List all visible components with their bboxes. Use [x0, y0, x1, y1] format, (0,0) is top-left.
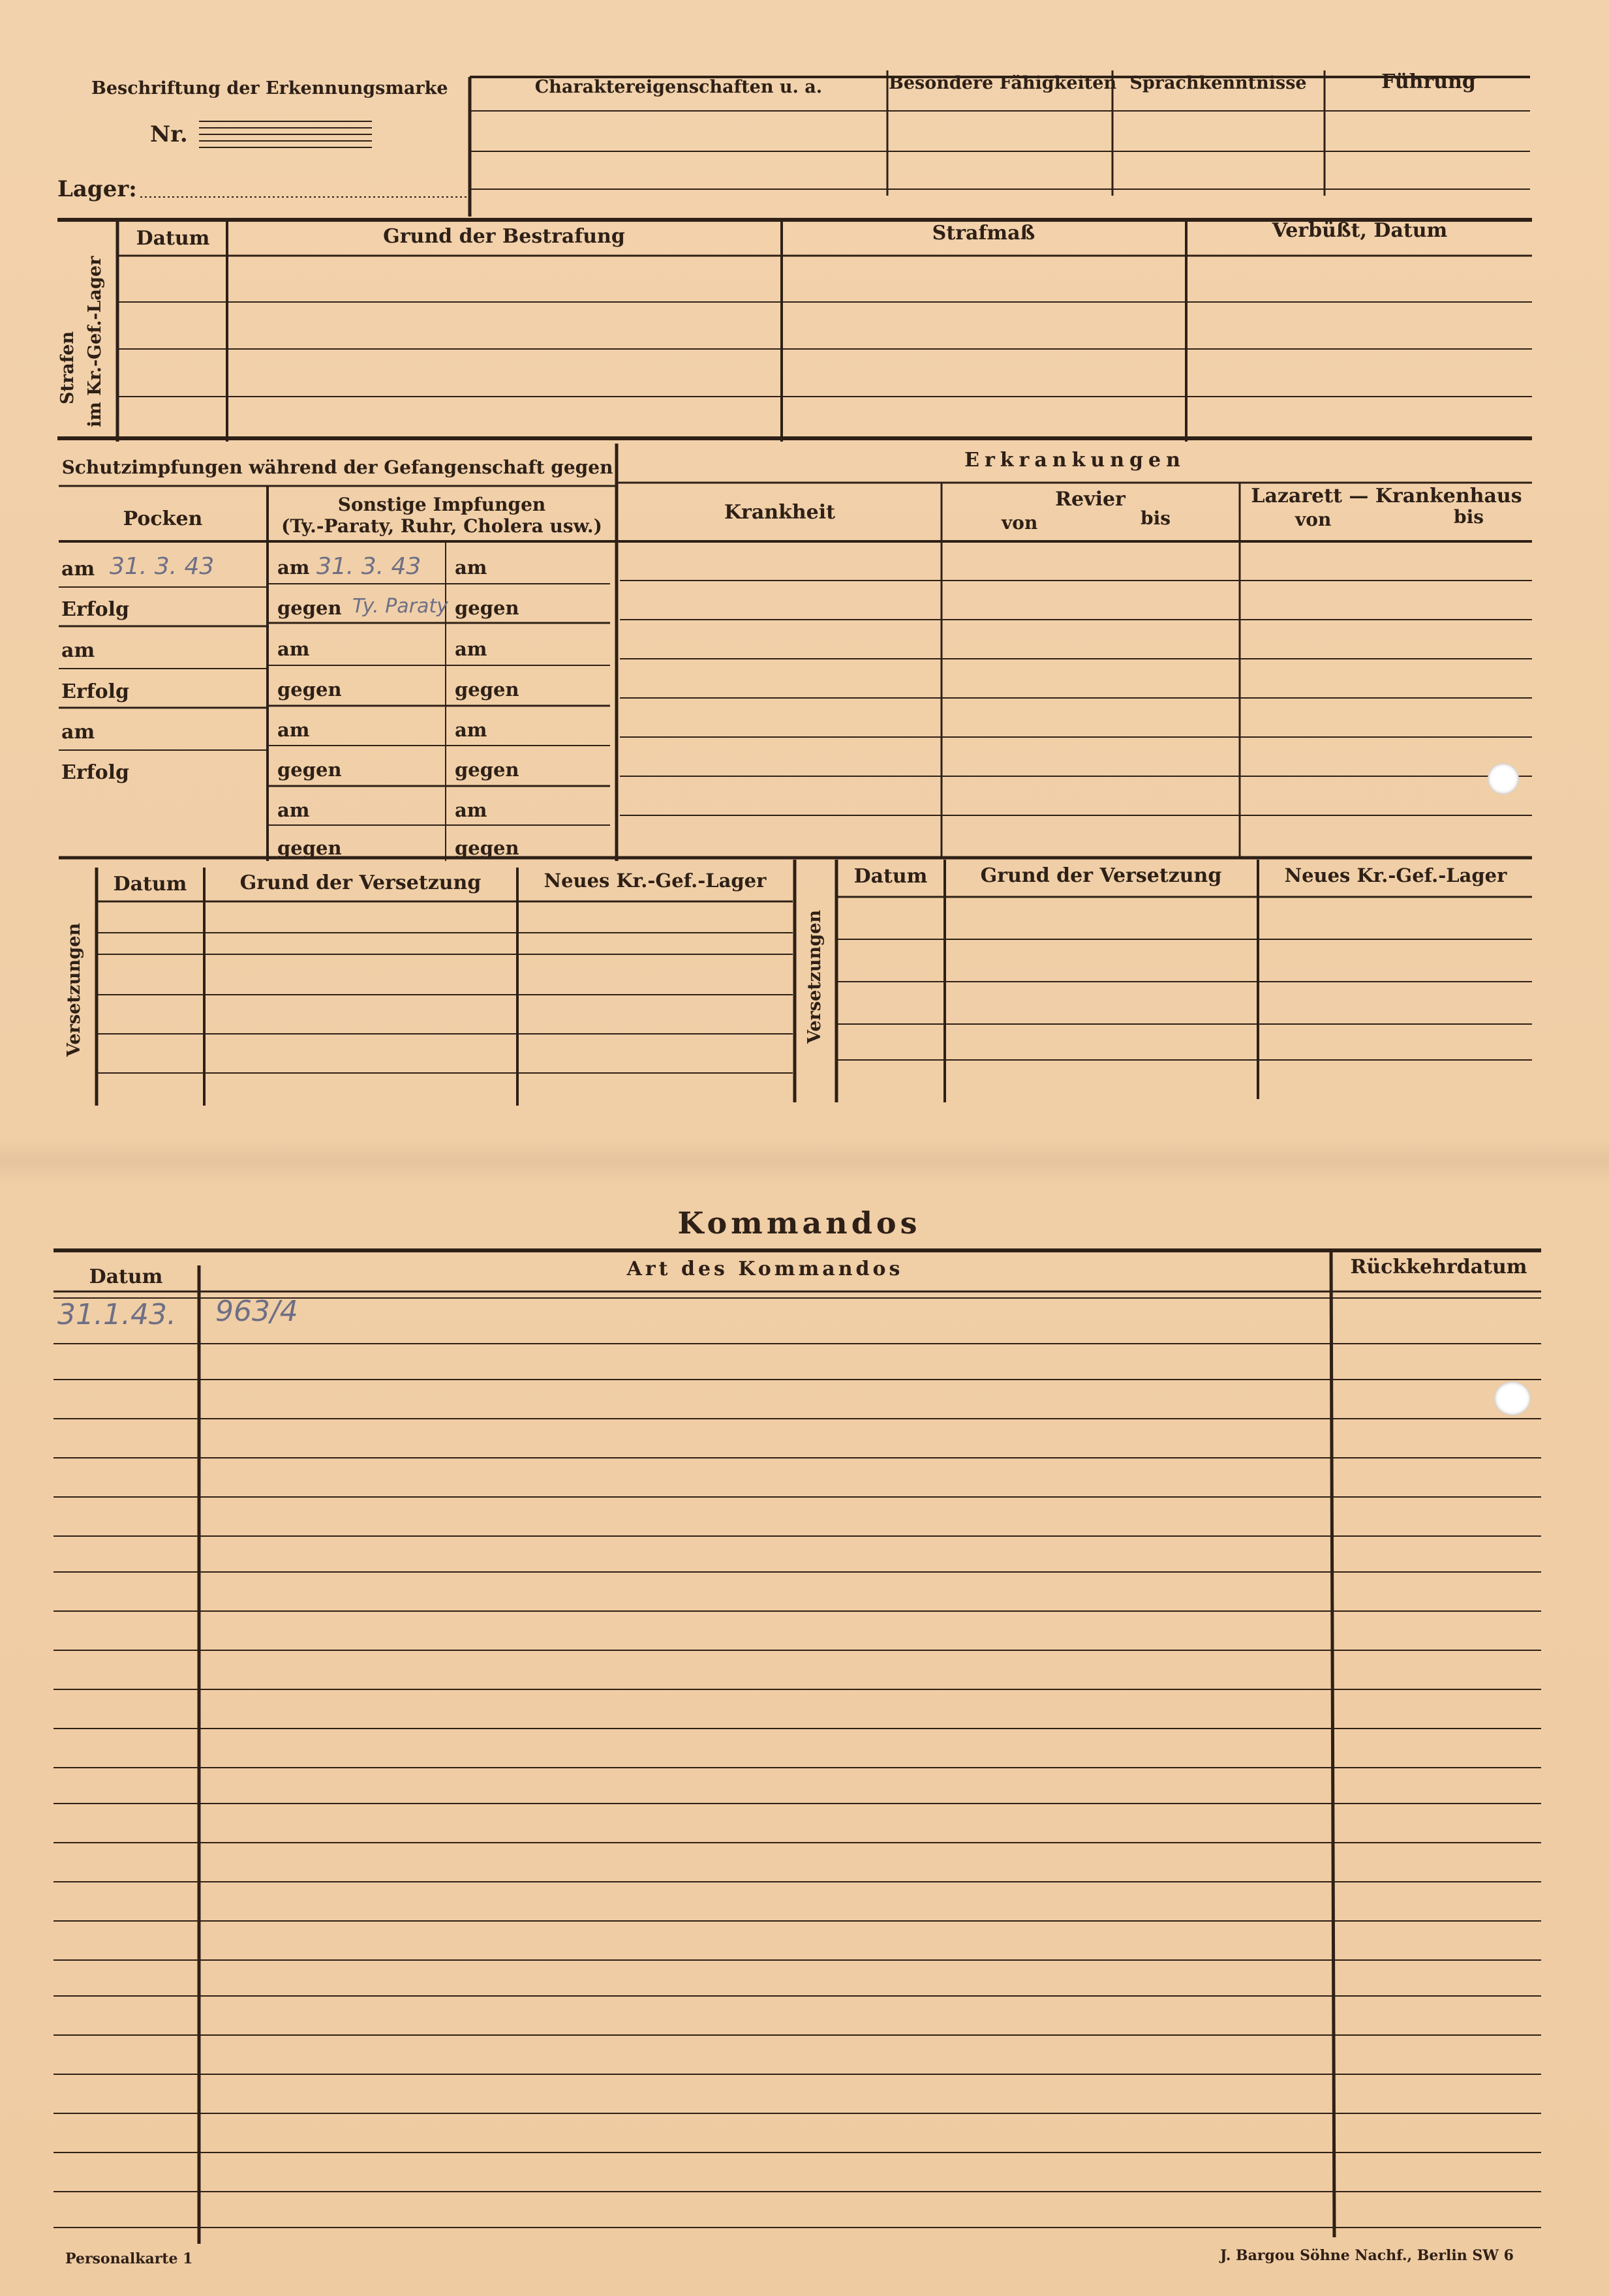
fuehrung-header: Führung	[1381, 70, 1476, 93]
charakter-header: Charaktereigenschaften u. a.	[534, 77, 823, 97]
krankheit-header: Krankheit	[724, 501, 836, 524]
faehigkeiten-header: Besondere Fähigkeiten	[889, 73, 1117, 93]
strafen-datum-header: Datum	[136, 227, 210, 250]
strafmass-header: Strafmaß	[932, 222, 1035, 245]
sonstige-gegen-4a: gegen	[277, 837, 342, 859]
sprachen-header: Sprachkenntnisse	[1129, 73, 1307, 93]
strafen-grund-header: Grund der Bestrafung	[383, 225, 625, 248]
handwritten-pocken-date: 31. 3. 43	[110, 553, 215, 580]
kommando-datum-header: Datum	[89, 1265, 163, 1288]
versetzung-grund-header-right: Grund der Versetzung	[980, 864, 1222, 887]
sonstige-am-3a: am	[277, 719, 310, 741]
verbuesst-header: Verbüßt, Datum	[1272, 219, 1448, 242]
versetzungen-side-label-left: Versetzungen	[64, 922, 84, 1057]
kommando-art-header: Art des Kommandos	[626, 1258, 904, 1280]
revier-bis: bis	[1141, 507, 1171, 529]
versetzung-datum-header-right: Datum	[853, 865, 928, 888]
pocken-erfolg-1: Erfolg	[61, 598, 129, 621]
pocken-erfolg-3: Erfolg	[61, 761, 129, 784]
pocken-am-3: am	[61, 721, 95, 744]
sonstige-gegen-4b: gegen	[455, 837, 519, 859]
handwritten-gegen: Ty. Paraty	[352, 595, 448, 618]
sonstige-gegen-2a: gegen	[277, 678, 342, 701]
sonstige-gegen-2b: gegen	[455, 678, 519, 701]
pocken-erfolg-2: Erfolg	[61, 680, 129, 703]
revier-header: Revier	[1055, 488, 1126, 511]
sonstige-am-1b: am	[455, 556, 487, 579]
lazarett-von: von	[1295, 509, 1332, 530]
versetzung-datum-header-left: Datum	[113, 873, 187, 896]
sonstige-gegen-1a: gegen	[277, 597, 342, 619]
sonstige-header-sub: (Ty.-Paraty, Ruhr, Cholera usw.)	[281, 515, 602, 537]
versetzung-neues-header-right: Neues Kr.-Gef.-Lager	[1284, 864, 1507, 886]
handwritten-kommando-datum: 31.1.43.	[57, 1298, 176, 1331]
erkennungsmarke-label: Beschriftung der Erkennungsmarke	[91, 78, 448, 98]
sonstige-am-3b: am	[455, 719, 487, 741]
pocken-am-2: am	[61, 639, 95, 662]
footer-printer: J. Bargou Söhne Nachf., Berlin SW 6	[1220, 2247, 1514, 2264]
sonstige-am-2a: am	[277, 638, 310, 660]
impfungen-title: Schutzimpfungen während der Gefangenschaft gegen	[61, 457, 613, 478]
sonstige-gegen-3a: gegen	[277, 759, 342, 781]
sonstige-gegen-3b: gegen	[455, 759, 519, 781]
sonstige-gegen-1b: gegen	[455, 597, 519, 619]
lager-label: Lager:	[57, 176, 137, 202]
sonstige-am-4b: am	[455, 799, 487, 821]
pocken-am-1: am	[61, 558, 95, 581]
revier-von: von	[1002, 512, 1038, 534]
strafen-side-label-2: im Kr.-Gef.-Lager	[85, 256, 105, 427]
rueckkehr-header: Rückkehrdatum	[1350, 1256, 1527, 1278]
punch-hole-lower	[1494, 1382, 1531, 1415]
sonstige-am-2b: am	[455, 638, 487, 660]
punch-hole-upper	[1488, 763, 1519, 794]
versetzungen-side-label-right: Versetzungen	[804, 909, 825, 1044]
versetzung-neues-header-left: Neues Kr.-Gef.-Lager	[544, 869, 767, 892]
handwritten-kommando-art: 963/4	[215, 1295, 298, 1328]
sonstige-am-1a: am	[277, 556, 310, 579]
strafen-side-label: Strafen	[57, 331, 78, 404]
lazarett-bis: bis	[1454, 506, 1484, 528]
nr-label: Nr.	[150, 121, 188, 147]
sonstige-am-4a: am	[277, 799, 310, 821]
pocken-header: Pocken	[123, 507, 203, 530]
lazarett-header: Lazarett — Krankenhaus	[1251, 485, 1522, 507]
kommandos-title: Kommandos	[677, 1205, 921, 1241]
handwritten-sonstige-date: 31. 3. 43	[316, 553, 421, 580]
footer-form-name: Personalkarte 1	[65, 2250, 193, 2267]
sonstige-header: Sonstige Impfungen	[337, 494, 546, 515]
erkrankungen-title: Erkrankungen	[964, 449, 1186, 472]
versetzung-grund-header-left: Grund der Versetzung	[239, 871, 482, 894]
